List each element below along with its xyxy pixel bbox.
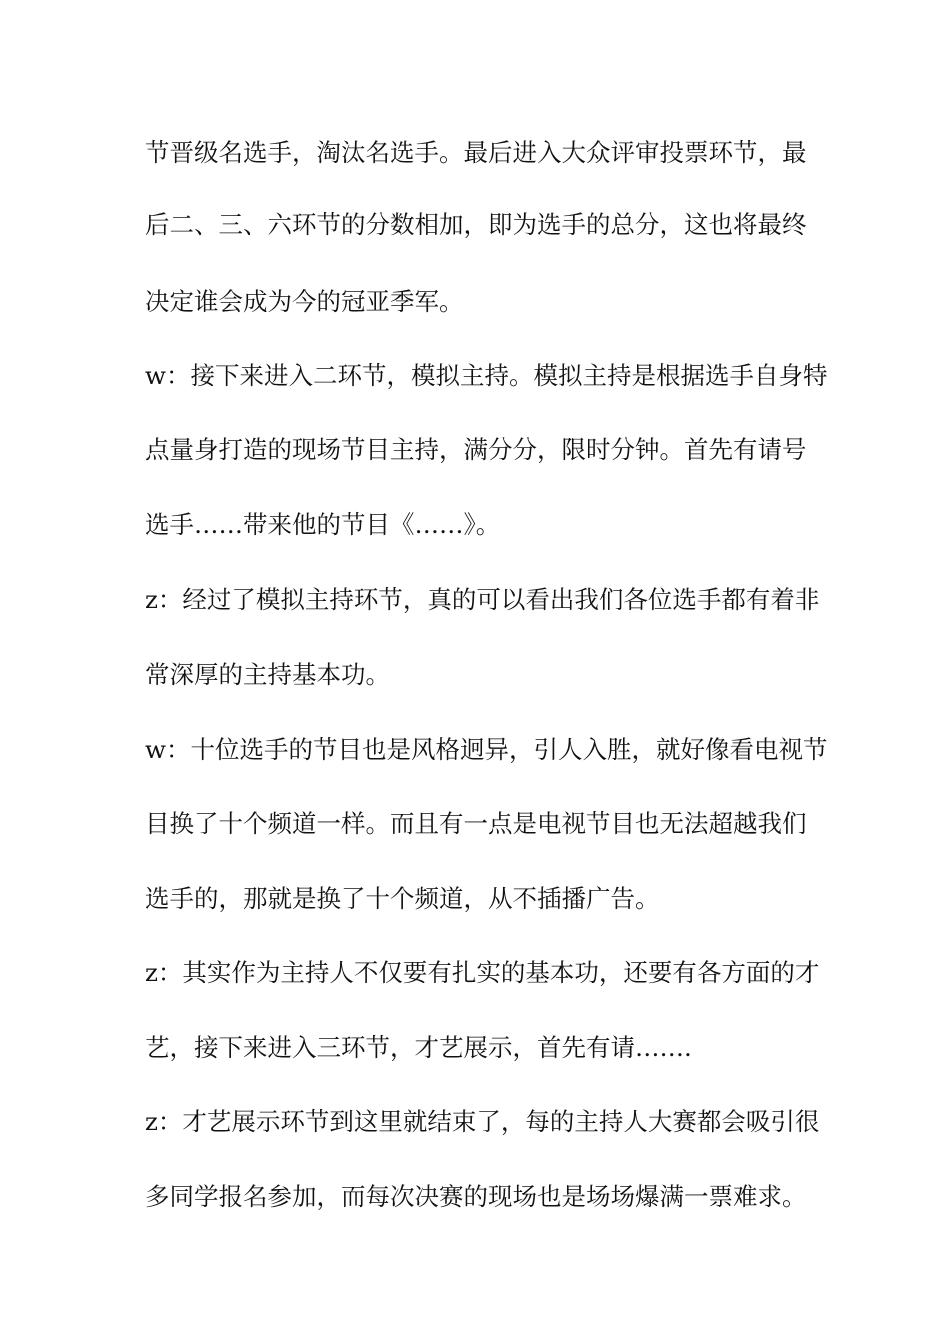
text-line-15: 多同学报名参加，而每次决赛的现场也是场场爆满一票难求。 <box>145 1182 807 1211</box>
text-line-6: 选手……带来他的节目《……》。 <box>145 510 501 539</box>
text-line-5: 点量身打造的现场节目主持，满分分，限时分钟。首先有请号 <box>145 435 807 464</box>
text-line-3: 决定谁会成为今的冠亚季军。 <box>145 287 464 316</box>
text-line-9: w：十位选手的节目也是风格迥异，引人入胜，就好像看电视节 <box>145 735 828 764</box>
text-line-7: z：经过了模拟主持环节，真的可以看出我们各位选手都有着非 <box>145 585 820 614</box>
text-line-4: w：接下来进入二环节，模拟主持。模拟主持是根据选手自身特 <box>145 361 828 390</box>
text-line-14: z：才艺展示环节到这里就结束了，每的主持人大赛都会吸引很 <box>145 1107 820 1136</box>
text-line-12: z：其实作为主持人不仅要有扎实的基本功，还要有各方面的才 <box>145 958 820 987</box>
text-line-13: 艺，接下来进入三环节，才艺展示，首先有请……. <box>145 1033 692 1062</box>
text-line-8: 常深厚的主持基本功。 <box>145 660 390 689</box>
text-line-2: 后二、三、六环节的分数相加，即为选手的总分，这也将最终 <box>145 210 807 239</box>
text-line-11: 选手的，那就是换了十个频道，从不插播广告。 <box>145 884 660 913</box>
text-line-1: 节晋级名选手，淘汰名选手。最后进入大众评审投票环节，最 <box>145 138 807 167</box>
text-line-10: 目换了十个频道一样。而且有一点是电视节目也无法超越我们 <box>145 809 807 838</box>
